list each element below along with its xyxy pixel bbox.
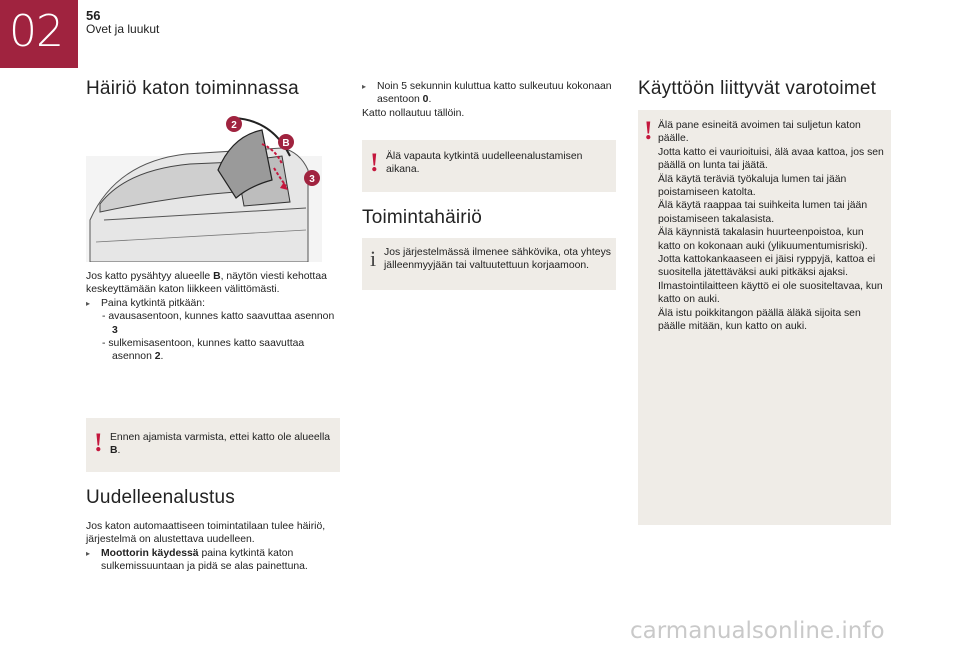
chapter-tab xyxy=(0,0,78,68)
roof-illustration xyxy=(86,112,322,262)
reinit-text: Jos katon automaattiseen toimintatilaan tulee häiriö, järjestelmä on alustettava uudelleen. ▸ Moottorin käydessä paina kytkintä katon sulkemissuuntaan ja pidä se alas painettuna. xyxy=(86,520,338,574)
list-item: ▸ Noin 5 sekunnin kuluttua katto sulkeutuu kokonaan asentoon 0. xyxy=(362,80,614,107)
warning-box-area-b xyxy=(86,418,340,472)
title-reinit: Uudelleenalustus xyxy=(86,487,235,508)
reinit-continued-text: ▸ Noin 5 sekunnin kuluttua katto sulkeutuu kokonaan asentoon 0. Katto nollautuu tällöin. xyxy=(362,80,614,120)
warning-icon: ! xyxy=(94,428,103,457)
svg-text:2: 2 xyxy=(231,120,237,131)
warning-text: Älä vapauta kytkintä uudelleenalustamisen aikana. xyxy=(386,151,583,176)
list-item: - avausasentoon, kunnes katto saavuttaa asennon 3 xyxy=(86,310,338,337)
warning-icon: ! xyxy=(644,116,653,145)
warning-text: Ennen ajamista varmista, ettei katto ole alueella B. xyxy=(110,432,331,457)
title-roof-malfunction: Häiriö katon toiminnassa xyxy=(86,78,299,99)
info-text: Jos järjestelmässä ilmenee sähkövika, ota yhteys jälleenmyyjään tai valtuutettuun korjaamoon. xyxy=(384,247,611,272)
list-item: ▸ Paina kytkintä pitkään: xyxy=(86,297,338,310)
warning-box-reinit xyxy=(362,140,616,192)
info-box-failure xyxy=(362,238,616,290)
warning-icon: ! xyxy=(370,148,379,177)
svg-text:3: 3 xyxy=(309,174,315,185)
list-item: ▸ Moottorin käydessä paina kytkintä katon sulkemissuuntaan ja pidä se alas painettuna. xyxy=(86,547,338,574)
title-precautions: Käyttöön liittyvät varotoimet xyxy=(638,78,877,99)
title-failure: Toimintahäiriö xyxy=(362,207,483,228)
precautions-box xyxy=(638,110,891,525)
chapter-number: 02 xyxy=(9,6,63,57)
list-item: - sulkemisasentoon, kunnes katto saavuttaa asennon 2. xyxy=(86,337,338,364)
precautions-text: Älä pane esineitä avoimen tai suljetun katon päälle. Jotta katto ei vaurioituisi, älä avaa kattoa, jos sen päällä on lunta tai jäätä. Älä käytä teräviä työkaluja lumen tai jään poistamiseen katolta. Älä käytä raappaa tai suihkeita lumen tai jään poistamiseen takalasista. Älä käynnistä takalasin huurteenpoistoa, kun katto on kokonaan auki (ylikuumentumisriski). Jotta kattokankaaseen ei jäisi ryppyjä, kattoa ei suositella jätettäväksi auki pitkäksi ajaksi. Ilmastointilaitteen käyttö ei ole suositeltavaa, kun katto on auki. Älä istu poikkitangon päällä äläkä sijoita sen päälle mitään, kun katto on auki. xyxy=(658,120,884,333)
info-icon: i xyxy=(370,246,377,271)
svg-text:B: B xyxy=(282,138,290,149)
watermark: carmanualsonline.info xyxy=(630,618,885,644)
section-title: Ovet ja luukut xyxy=(86,22,160,36)
page-number: 56 xyxy=(86,8,101,23)
roof-malfunction-text: Jos katto pysähtyy alueelle B, näytön viesti kehottaa keskeyttämään katon liikkeen välittömästi. ▸ Paina kytkintä pitkään: - avausasentoon, kunnes katto saavuttaa asennon 3 - sulkemisasentoon, kunnes katto saavuttaa asennon 2. xyxy=(86,270,338,364)
